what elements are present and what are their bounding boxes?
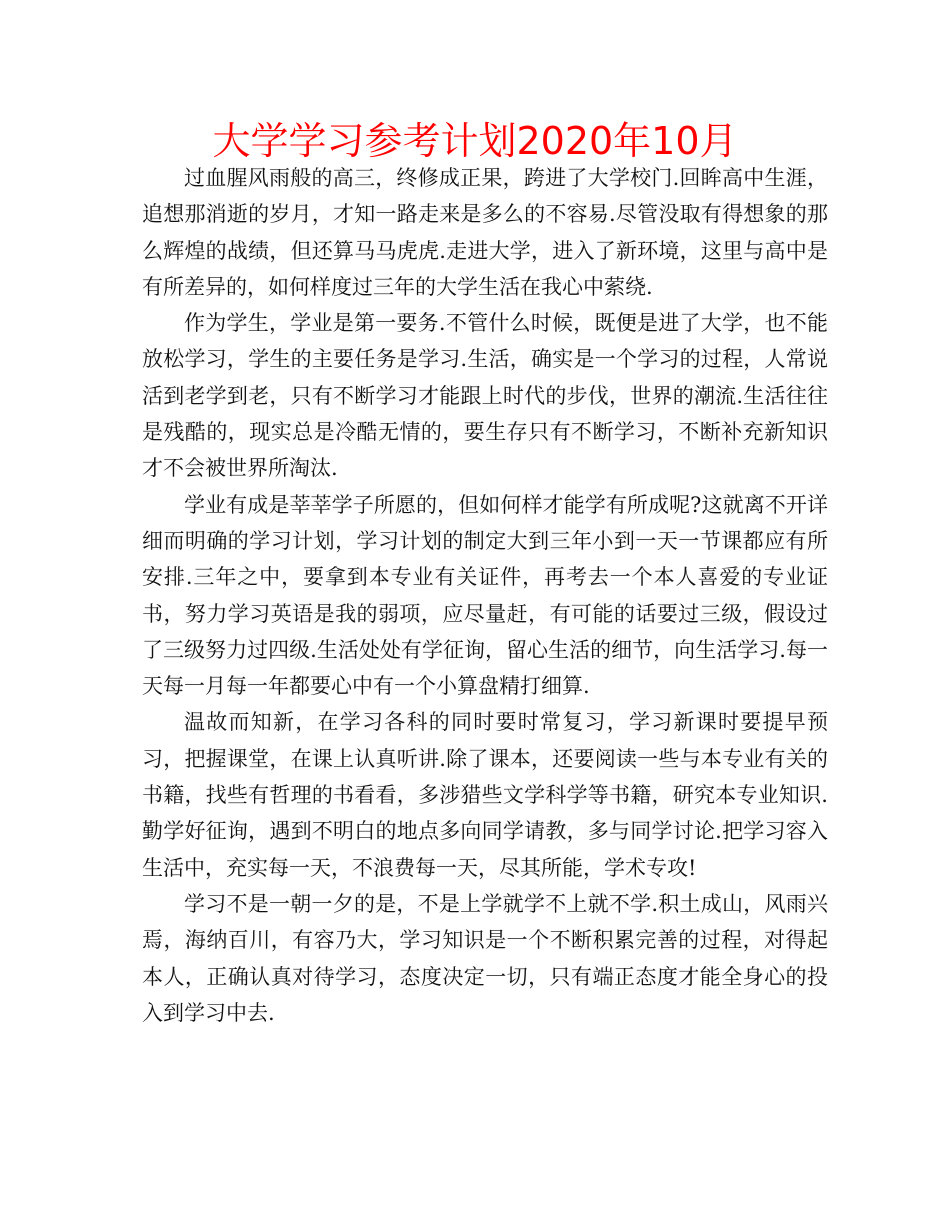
paragraph-4: 温故而知新，在学习各科的同时要时常复习，学习新课时要提早预习，把握课堂，在课上认真听讲.除了课本，还要阅读一些与本专业有关的书籍，找些有哲理的书看看，多涉猎些文学科学等书籍，研究本专业知识.勤学好征询，遇到不明白的地点多向同学请教，多与同学讨论.把学习容入生活中，充实每一天，不浪费每一天，尽其所能，学术专攻! <box>142 710 828 880</box>
paragraph-1: 过血腥风雨般的高三，终修成正果，跨进了大学校门.回眸高中生涯，追想那消逝的岁月，才知一路走来是多么的不容易.尽管没取有得想象的那么辉煌的战绩，但还算马马虎虎.走进大学，进入了新环境，这里与高中是有所差异的，如何样度过三年的大学生活在我心中萦绕. <box>142 166 828 299</box>
paragraph-5: 学习不是一朝一夕的是，不是上学就学不上就不学.积土成山，风雨兴焉，海纳百川，有容乃大，学习知识是一个不断积累完善的过程，对得起本人，正确认真对待学习，态度决定一切，只有端正态度才能全身心的投入到学习中去. <box>142 891 828 1025</box>
paragraph-2: 作为学生，学业是第一要务.不管什么时候，既便是进了大学，也不能放松学习，学生的主要任务是学习.生活，确实是一个学习的过程，人常说活到老学到老，只有不断学习才能跟上时代的步伐，世界的潮流.生活往往是残酷的，现实总是冷酷无情的，要生存只有不断学习，不断补充新知识才不会被世界所淘汰. <box>142 311 828 481</box>
document-title: 大学学习参考计划2020年10月 <box>212 119 738 163</box>
paragraph-3: 学业有成是莘莘学子所愿的，但如何样才能学有所成呢?这就离不开详细而明确的学习计划，学习计划的制定大到三年小到一天一节课都应有所安排.三年之中，要拿到本专业有关证件，再考去一个本人喜爱的专业证书，努力学习英语是我的弱项，应尽量赶，有可能的话要过三级，假设过了三级努力过四级.生活处处有学征询，留心生活的细节，向生活学习.每一天每一月每一年都要心中有一个小算盘精打细算. <box>142 492 828 699</box>
document-body <box>142 160 828 1031</box>
